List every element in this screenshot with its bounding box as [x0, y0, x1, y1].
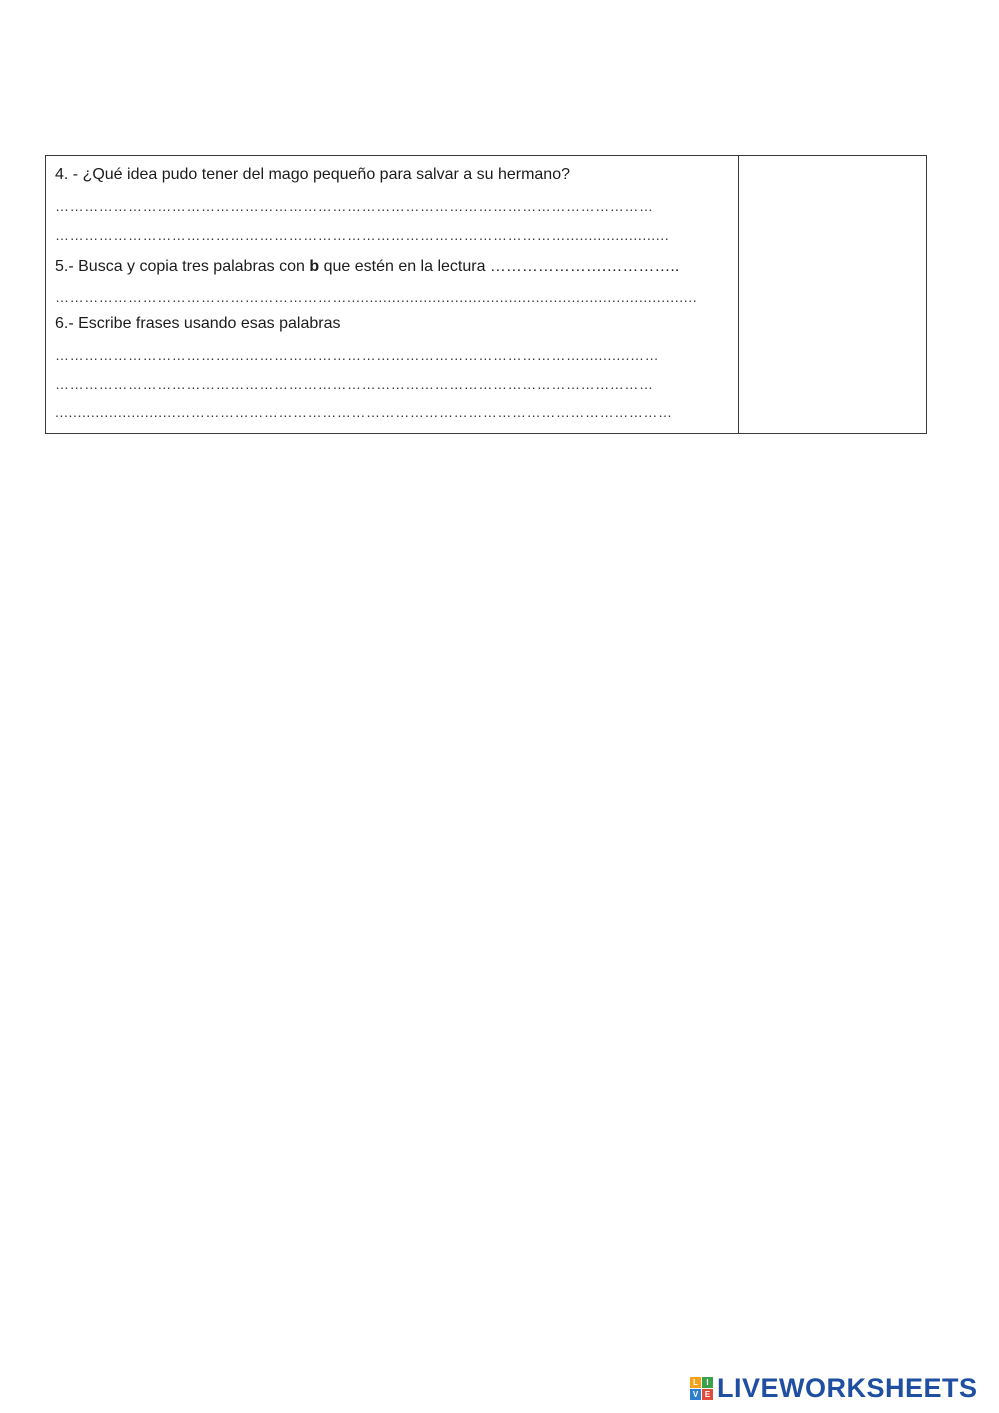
- answer-line-q5-1[interactable]: ……………………………………………………..............................................................................: [55, 289, 698, 305]
- question-5-bold-letter: b: [309, 258, 320, 275]
- question-5-text-after: que estén en la lectura ………………….…………..: [319, 258, 680, 275]
- answer-line-q6-1[interactable]: ………………………………………………………………………………………………...........……: [55, 347, 660, 363]
- questions-cell: [46, 156, 739, 433]
- logo-mark-letter-l: L: [690, 1377, 701, 1388]
- logo-text: LIVEWORKSHEETS: [717, 1372, 978, 1403]
- answer-line-q4-2[interactable]: …………………………………………………………………………………………….......................: [55, 227, 670, 243]
- logo-mark-letter-i: I: [702, 1377, 713, 1388]
- answer-line-q6-2[interactable]: ……………………………………………………………………………………………………………: [55, 376, 654, 392]
- logo-mark-icon: [690, 1377, 713, 1400]
- answer-line-q4-1[interactable]: ……………………………………………………………………………………………………………: [55, 198, 654, 214]
- question-5-text-before: 5.- Busca y copia tres palabras con: [55, 258, 310, 275]
- liveworksheets-logo: [690, 1373, 978, 1403]
- logo-mark-letter-e: E: [702, 1389, 713, 1400]
- question-6-text: 6.- Escribe frases usando esas palabras: [55, 315, 341, 332]
- answer-line-q6-3[interactable]: ...........................…………………………………………………………………………………………: [55, 404, 673, 420]
- question-5-text: [55, 257, 731, 277]
- question-4-text: 4. - ¿Qué idea pudo tener del mago pequeño para salvar a su hermano?: [55, 166, 570, 183]
- worksheet-table: [45, 155, 927, 434]
- score-cell: [739, 156, 926, 433]
- logo-mark-letter-v: V: [690, 1389, 701, 1400]
